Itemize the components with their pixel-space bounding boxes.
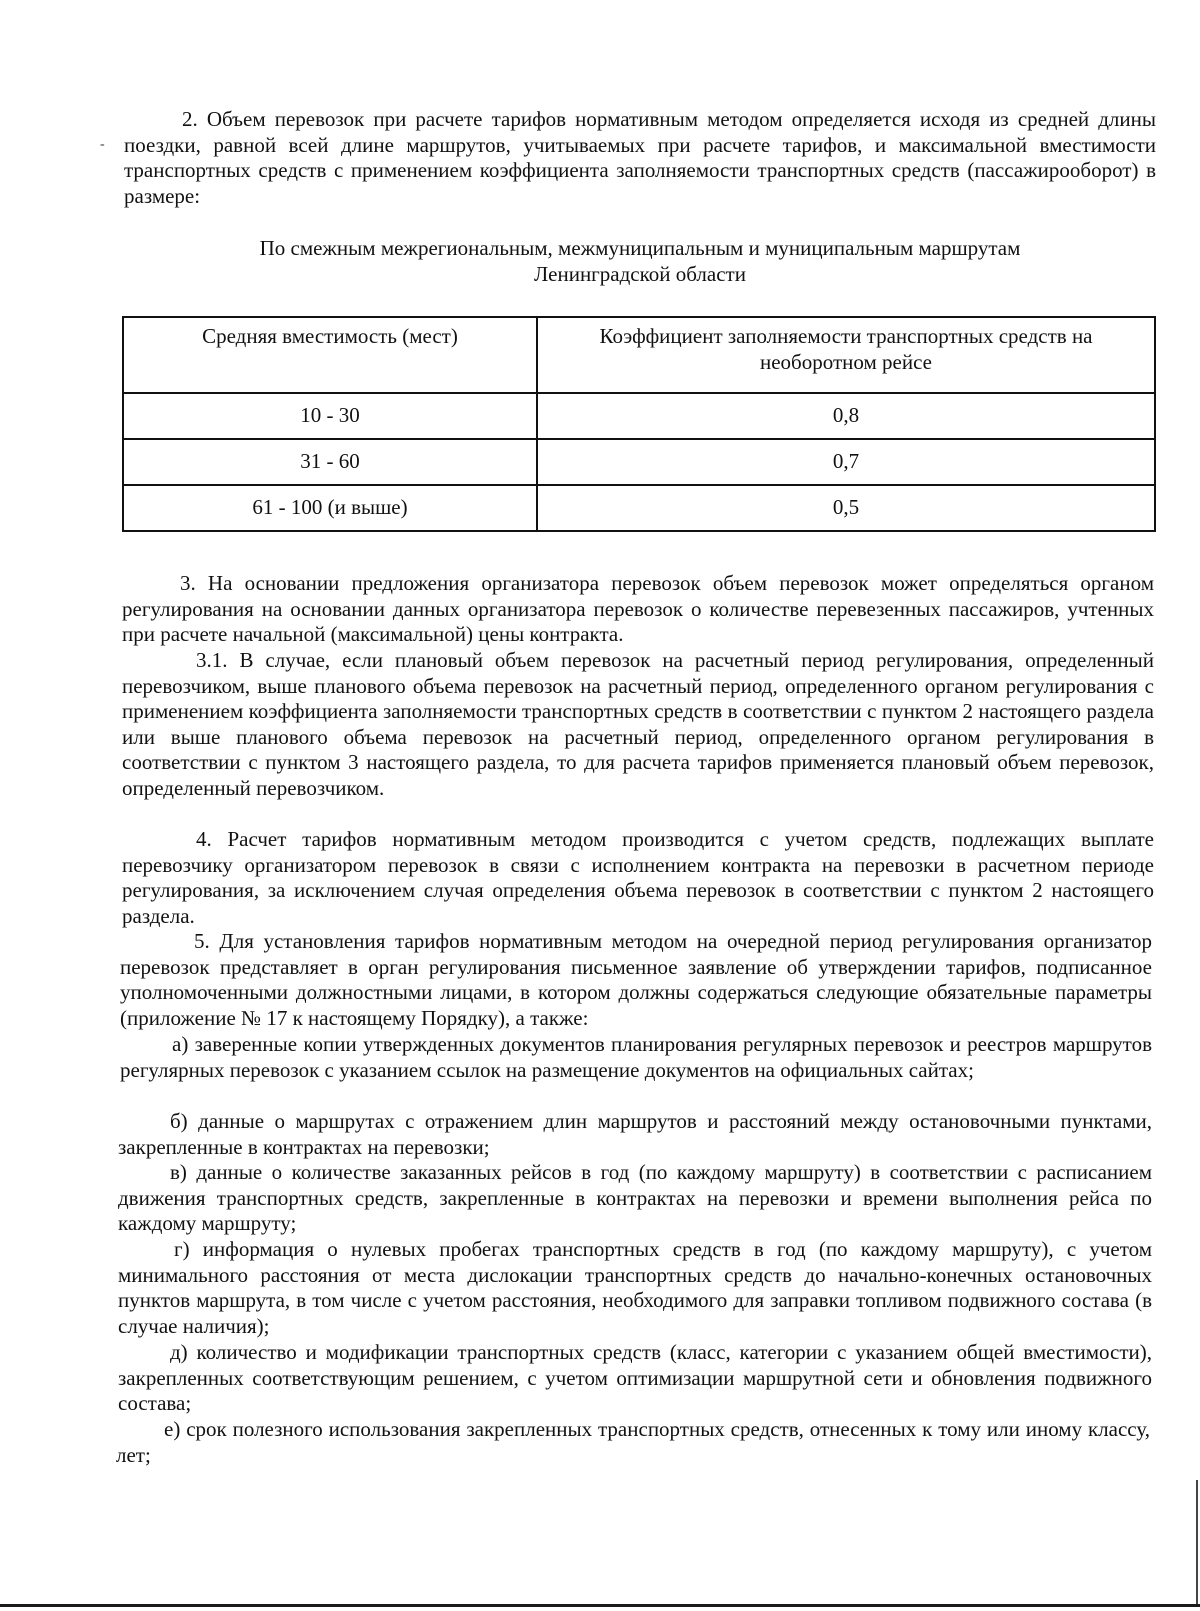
capacity-cell: 61 - 100 (и выше) — [123, 485, 537, 531]
capacity-cell: 31 - 60 — [123, 439, 537, 485]
table-row — [123, 439, 1155, 485]
paragraph-5: 5. Для установления тарифов нормативным методом на очередной период регулирования организатор перевозок представляет в орган регулирования письменное заявление об утверждении тарифов, подписанное уполномоченными должностными лицами, в котором должны содержаться следующие обязательные параметры (приложение № 17 к настоящему Порядку), а также: — [120, 929, 1152, 1030]
paragraph-3-1: 3.1. В случае, если плановый объем перевозок на расчетный период регулирования, определенный перевозчиком, выше планового объема перевозок на расчетный период, определенного органом регулирования с применением коэффициента заполняемости транспортных средств в соответствии с пунктом 2 настоящего раздела или выше планового объема перевозок на расчетный период, определенного органом регулирования в соответствии с пунктом 3 настоящего раздела, то для расчета тарифов применяется плановый объем перевозок, определенный перевозчиком. — [122, 648, 1154, 800]
capacity-cell: 10 - 30 — [123, 393, 537, 439]
coefficient-cell: 0,5 — [537, 485, 1155, 531]
scan-bottom-edge — [0, 1604, 1200, 1607]
coefficient-cell: 0,7 — [537, 439, 1155, 485]
fill-coefficient-table — [122, 316, 1156, 532]
paragraph-2: 2. Объем перевозок при расчете тарифов нормативным методом определяется исходя из средней длины поездки, равной всей длине маршрутов, учитываемых при расчете тарифов, и максимальной вместимости транспортных средств с применением коэффициента заполняемости транспортных средств (пассажирооборот) в размере: — [124, 107, 1156, 208]
coefficient-cell: 0,8 — [537, 393, 1155, 439]
item-g: г) информация о нулевых пробегах транспортных средств в год (по каждому маршруту), с учетом минимального расстояния от места дислокации транспортных средств до начально-конечных остановочных пунктов маршрута, в том числе с учетом расстояния, необходимого для заправки топливом подвижного состава (в случае наличия); — [118, 1237, 1152, 1338]
item-b: б) данные о маршрутах с отражением длин маршрутов и расстояний между остановочными пунктами, закрепленные в контрактах на перевозки; — [118, 1109, 1152, 1159]
table-row — [123, 393, 1155, 439]
header-coefficient: Коэффициент заполняемости транспортных средств на необоротном рейсе — [537, 317, 1155, 393]
item-a: а) заверенные копии утвержденных документов планирования регулярных перевозок и реестров маршрутов регулярных перевозок с указанием ссылок на размещение документов на официальных сайтах; — [120, 1032, 1152, 1082]
item-v: в) данные о количестве заказанных рейсов в год (по каждому маршруту) в соответствии с расписанием движения транспортных средств, закрепленные в контрактах на перевозки и времени выполнения рейса по каждому маршруту; — [118, 1160, 1152, 1235]
paragraph-4: 4. Расчет тарифов нормативным методом производится с учетом средств, подлежащих выплате перевозчику организатором перевозок в связи с исполнением контракта на перевозки в расчетном периоде регулирования, за исключением случая определения объема перевозок в соответствии с пунктом 2 настоящего раздела. — [122, 827, 1154, 928]
scan-artifact-dash: - — [100, 137, 105, 152]
item-e: е) срок полезного использования закрепленных транспортных средств, отнесенных к тому или иному классу, лет; — [116, 1417, 1150, 1467]
table-heading-line1: По смежным межрегиональным, межмуниципальным и муниципальным маршрутам — [259, 236, 1021, 260]
table-heading-line2: Ленинградской области — [534, 262, 746, 286]
paragraph-3: 3. На основании предложения организатора перевозок объем перевозок может определяться органом регулирования на основании данных организатора перевозок о количестве перевезенных пассажиров, учтенных при расчете начальной (максимальной) цены контракта. — [122, 571, 1154, 646]
scan-edge-line — [1196, 1480, 1198, 1604]
item-d: д) количество и модификации транспортных средств (класс, категории с указанием общей вместимости), закрепленных соответствующим решением, с учетом оптимизации маршрутной сети и обновления подвижного состава; — [118, 1340, 1152, 1415]
table-header-row — [123, 317, 1155, 393]
table-row — [123, 485, 1155, 531]
header-capacity: Средняя вместимость (мест) — [123, 317, 537, 393]
